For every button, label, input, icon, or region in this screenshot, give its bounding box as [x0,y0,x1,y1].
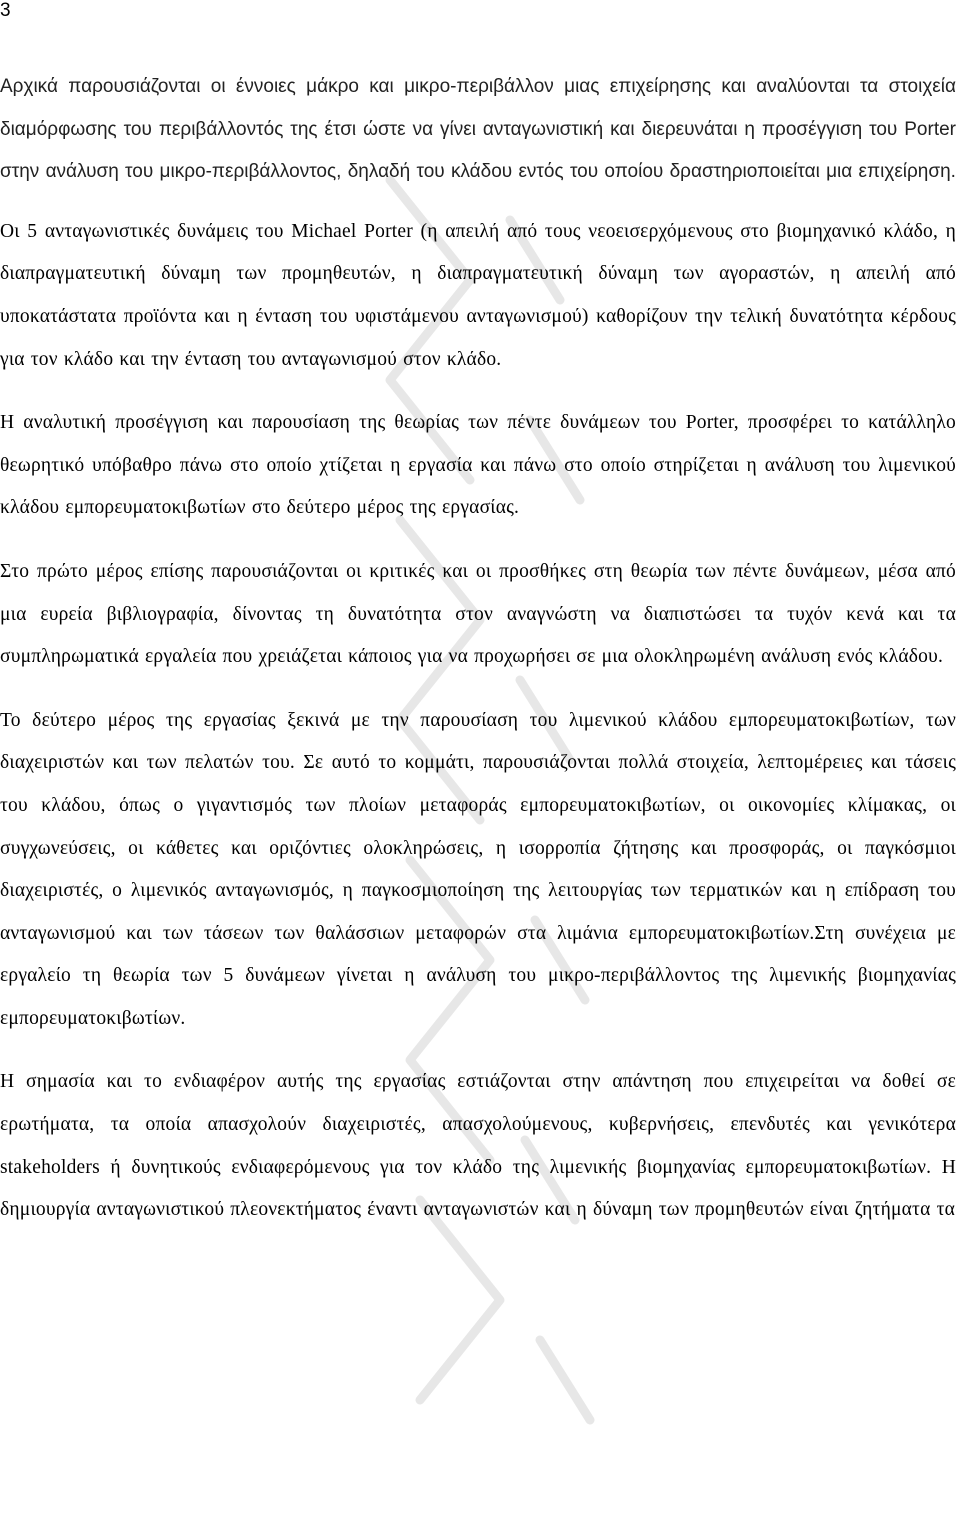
paragraph-five-forces: Οι 5 ανταγωνιστικές δυνάμεις του Michael Porter (η απειλή από τους νεοεισερχόμενους στο βιομηχανικό κλάδο, η διαπραγματευτική δύναμη των προμηθευτών, η διαπραγματευτική δύναμη των αγοραστών, η απειλή από υποκατάστατα προϊόντα και η ένταση του υφιστάμενου ανταγωνισμού) καθορίζουν την τελική δυνατότητα κέρδους για τον κλάδο και την ένταση του ανταγωνισμού στον κλάδο. [0,220,956,370]
document-body [0,66,956,1232]
page-number: 3 [0,0,11,21]
paragraph-critiques: Στο πρώτο μέρος επίσης παρουσιάζονται οι κριτικές και οι προσθήκες στη θεωρία των πέντε δυνάμεων, μέσα από μια ευρεία βιβλιογραφία, δίνοντας τη δυνατότητα στον αναγνώστη να διαπιστώσει τα τυχόν κενά και τα συμπληρωματικά εργαλεία που χρειάζεται κάποιος για να προχωρήσει σε μια ολοκληρωμένη ανάλυση ενός κλάδου. [0,560,956,668]
paragraph-intro: Αρχικά παρουσιάζονται οι έννοιες μάκρο και μικρο-περιβάλλον μιας επιχείρησης και αναλύονται τα στοιχεία διαμόρφωσης του περιβάλλοντός της έτσι ώστε να γίνει ανταγωνιστική και διερευνάται η προσέγγιση του Porter στην ανάλυση του μικρο-περιβάλλοντος, δηλαδή του κλάδου εντός του οποίου δραστηριοποιείται μια επιχείρηση. [0,76,956,183]
paragraph-significance: Η σημασία και το ενδιαφέρον αυτής της εργασίας εστιάζονται στην απάντηση που επιχειρείται να δοθεί σε ερωτήματα, τα οποία απασχολούν διαχειριστές, απασχολούμενους, κυβερνήσεις, επενδυτές και γενικότερα stakeholders ή δυνητικούς ενδιαφερόμενους για τον κλάδο της λιμενικής βιομηχανίας εμπορευματοκιβωτίων. Η δημιουργία ανταγωνιστικού πλεονεκτήματος έναντι ανταγωνιστών και η δύναμη των προμηθευτών είναι ζητήματα τα [0,1071,956,1221]
paragraph-second-part: Το δεύτερο μέρος της εργασίας ξεκινά με την παρουσίαση του λιμενικού κλάδου εμπορευματοκιβωτίων, των διαχειριστών και των πελατών του. Σε αυτό το κομμάτι, παρουσιάζονται πολλά στοιχεία, λεπτομέρειες και τάσεις του κλάδου, όπως ο γιγαντισμός των πλοίων μεταφοράς εμπορευματοκιβωτίων, οι οικονομίες κλίμακας, οι συγχωνεύσεις, οι κάθετες και οριζόντιες ολοκληρώσεις, η ισορροπία ζήτησης και προσφοράς, οι παγκόσμιοι διαχειριστές, ο λιμενικός ανταγωνισμός, η παγκοσμιοποίηση της λειτουργίας των τερματικών και η επίδραση του ανταγωνισμού και των τάσεων των θαλάσσιων μεταφορών στα λιμάνια εμπορευματοκιβωτίων.Στη συνέχεια με εργαλείο τη θεωρία των 5 δυνάμεων γίνεται η ανάλυση του μικρο-περιβάλλοντος της λιμενικής βιομηχανίας εμπορευματοκιβωτίων. [0,709,956,1029]
paragraph-analytical-approach: Η αναλυτική προσέγγιση και παρουσίαση της θεωρίας των πέντε δυνάμεων του Porter, προσφέρει το κατάλληλο θεωρητικό υπόβαθρο πάνω στο οποίο χτίζεται η εργασία και πάνω στο οποίο στηρίζεται η ανάλυση του λιμενικού κλάδου εμπορευματοκιβωτίων στο δεύτερο μέρος της εργασίας. [0,412,956,519]
